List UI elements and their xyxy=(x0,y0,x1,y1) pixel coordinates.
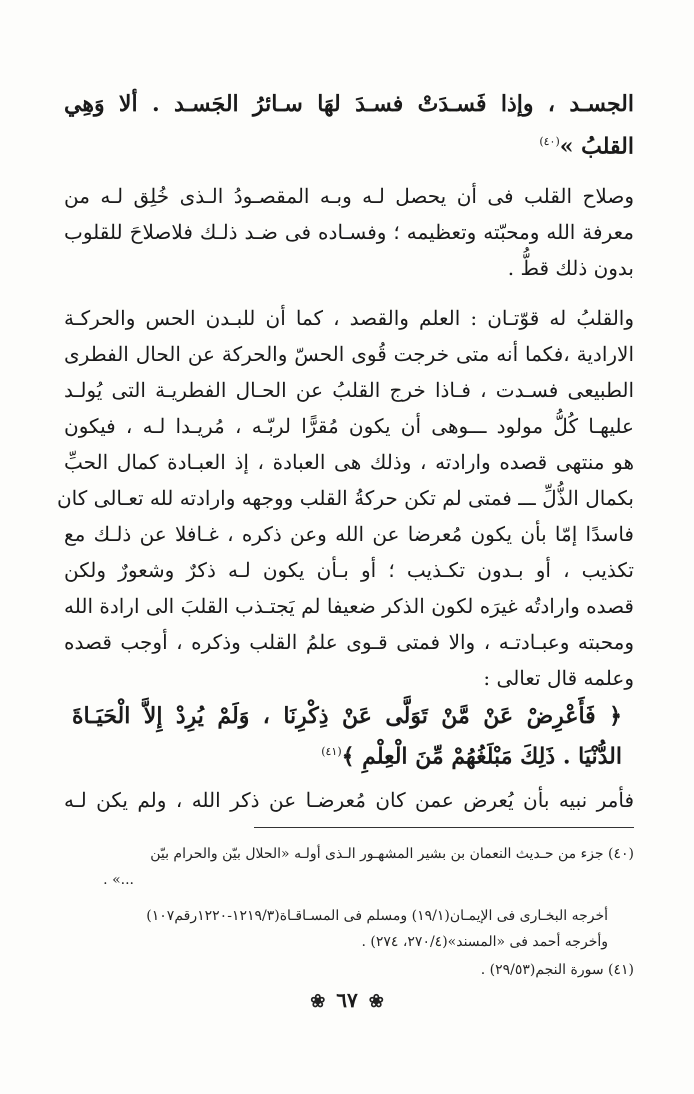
footnote-ref-40: (٤٠) xyxy=(539,135,560,148)
ornament-right-icon: ❀ xyxy=(368,991,384,1012)
verse-line-1: ﴿ فَأَعْرِضْ عَنْ مَّنْ تَوَلَّى عَنْ ذِكْرِنَا ، وَلَمْ يُرِدْ إِلاَّ الْحَيَـاةَ xyxy=(72,703,622,729)
para2-line-1: والقلبُ له قوّتـان : العلم والقصد ، كما أن للبـدن الحس والحركـة xyxy=(64,306,634,330)
quote-line-1: الجسـد ، وإذا فَسـدَتْ فسـدَ لهَا سـائرُ الجَسـد . ألا وَهِي xyxy=(64,91,634,117)
para2-line-10: ومحبته وعبـادتـه ، والا فمتى قـوى علمُ القلب وذكره ، أوجب قصده xyxy=(64,630,634,654)
footnote-40-line-4: وأخرجه أحمد فى «المسند»(٢٧٠/٤، ٢٧٤) . xyxy=(361,934,608,950)
para2-line-5: هو منتهى قصده وارادته ، وذلك هى العبادة ، إذ العبـادة كمال الحبِّ xyxy=(64,450,634,474)
para2-line-4: عليهـا كُلُّ مولود ـــوهى أن يكون مُقرًّا لربّـه ، مُريـدا لـه ، فيكون xyxy=(64,414,634,438)
ornament-left-icon: ❀ xyxy=(310,991,326,1012)
verse-line-2 xyxy=(72,734,622,770)
page-number-block xyxy=(0,988,694,1012)
para1-line-1: وصلاح القلب فى أن يحصل لـه وبـه المقصـودُ الـذى خُلِق لـه من xyxy=(64,184,634,208)
verse-line-2-text: الدُّنْيَا . ذَلِكَ مَبْلَغُهُمْ مِّنَ الْعِلْمِ ﴾ xyxy=(341,743,622,770)
footnote-separator xyxy=(254,827,634,828)
para2-line-8: تكذيب ، أو بـدون تكـذيب ؛ أو بـأن يكون لـه ذكرٌ وشعورٌ ولكن xyxy=(64,558,634,582)
para2-line-11: وعلمه قال تعالى : xyxy=(483,666,634,690)
page-number: ٦٧ xyxy=(336,988,358,1012)
para2-line-6: بكمال الذُّلِّ ـــ فمتى لم تكن حركةُ القلب ووجهه وارادته لله تعـالى كان xyxy=(56,486,634,510)
para2-line-9: قصده وارادتُه غيرَه لكون الذكر ضعيفا لم يَجتـذب القلبَ الى ارادة الله xyxy=(64,594,634,618)
footnote-40-line-1: (٤٠) جزء من حـديث النعمان بن بشير المشهـور الـذى أولـه «الحلال بيّن والحرام بيّن xyxy=(150,846,634,862)
footnote-40-line-2: ...» . xyxy=(103,872,134,888)
footnote-40-line-3: أخرجه البخـارى فى الإيمـان(١٩/١) ومسلم فى المسـاقـاة(١٢١٩/٣-١٢٢٠رقم١٠٧) xyxy=(146,908,608,924)
footnote-ref-41: (٤١) xyxy=(321,745,342,758)
para1-line-2: معرفة الله ومحبّته وتعظيمه ؛ وفسـاده فى ضـد ذلـك فلاصلاحَ للقلوب xyxy=(64,220,634,244)
para2-line-7: فاسدًا إمّا بأن يكون مُعرضا عن الله وعن ذكره ، غـافلا عن ذلـك مع xyxy=(64,522,634,546)
para1-line-3: بدون ذلك قطُّ . xyxy=(507,256,634,280)
para2-line-3: الطبيعى فسـدت ، فـاذا خرج القلبُ عن الحـال الفطريـة التى يُولـد xyxy=(64,378,634,402)
quote-line-2-text: القلبُ » xyxy=(559,133,634,160)
para2-line-2: الارادية ،فكما أنه متى خرجت قُوى الحسّ والحركة عن الحال الفطرى xyxy=(64,342,634,366)
footnote-41-line-1: (٤١) سورة النجم(٢٩/٥٣) . xyxy=(480,962,634,978)
para3-line-1: فأمر نبيه بأن يُعرض عمن كان مُعرضـا عن ذكر الله ، ولم يكن لـه xyxy=(64,788,634,812)
quote-line-2 xyxy=(64,124,634,160)
